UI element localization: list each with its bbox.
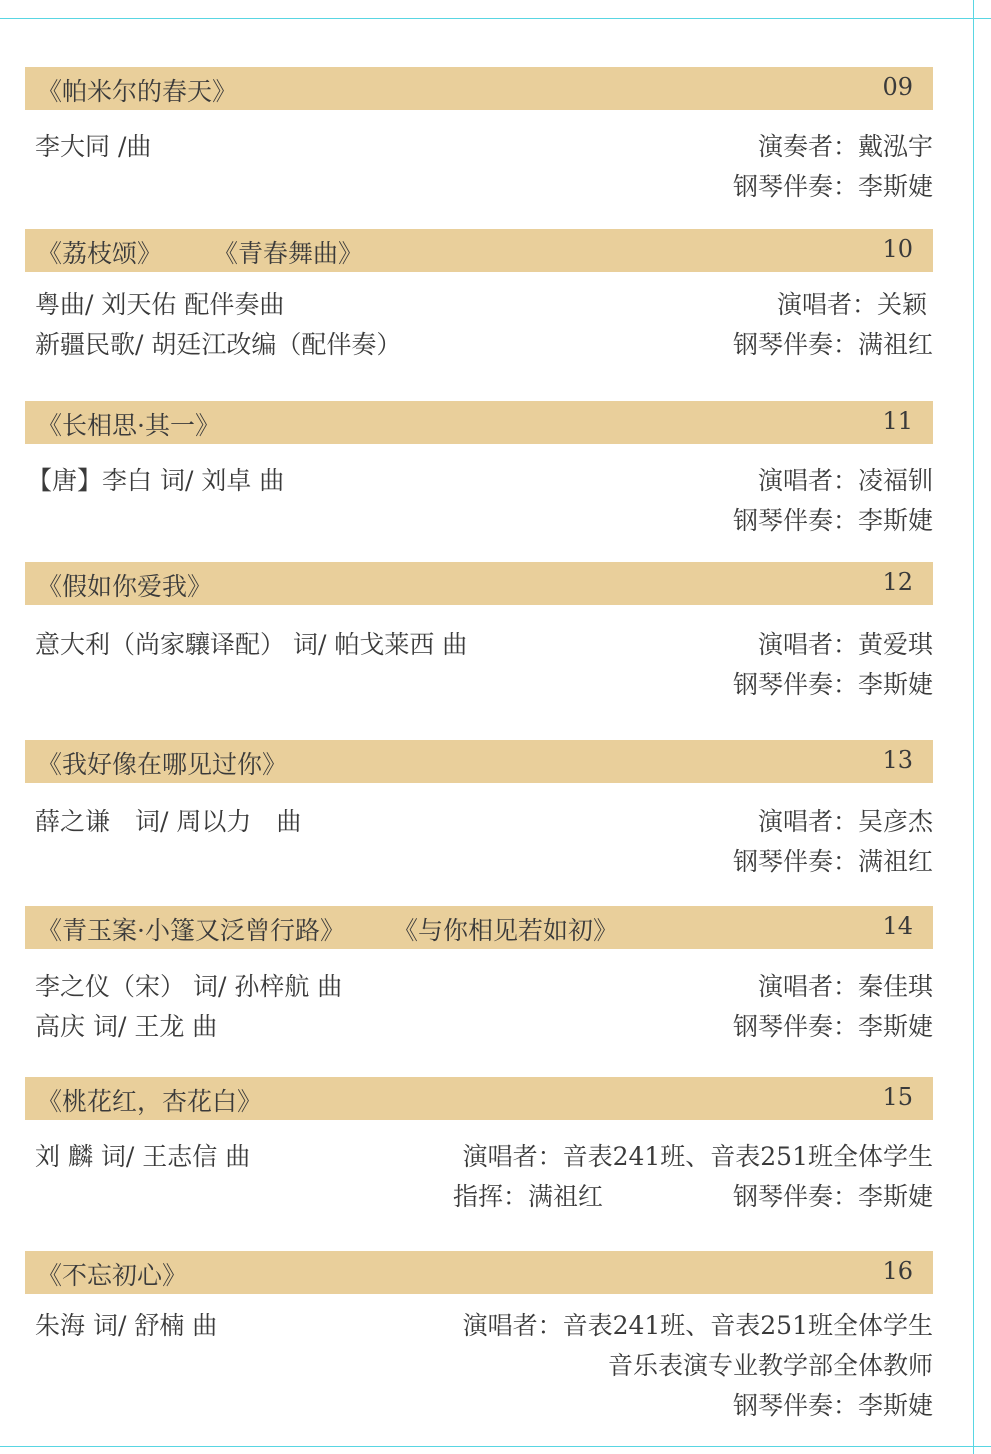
- performer-line: 演唱者：秦佳琪: [757, 972, 933, 1001]
- song-title: 《长相思·其一》: [37, 411, 220, 440]
- piano-line: 钢琴伴奏：李斯婕: [732, 1182, 933, 1211]
- piano-line: 钢琴伴奏：满祖红: [732, 330, 933, 359]
- performer-line: 演奏者：戴泓宇: [757, 132, 933, 161]
- page-number: 10: [882, 235, 913, 263]
- composer-line: 李之仪（宋） 词/ 孙梓航 曲: [35, 972, 343, 1001]
- song-title: 《不忘初心》: [37, 1261, 188, 1290]
- performer-line-2: 音乐表演专业教学部全体教师: [607, 1351, 933, 1380]
- song-title: 《桃花红，杏花白》: [37, 1087, 263, 1116]
- guide-line-right: [973, 0, 974, 1454]
- page-number: 16: [882, 1257, 913, 1285]
- composer-line: 朱海 词/ 舒楠 曲: [35, 1311, 218, 1340]
- song-title: 《荔枝颂》: [37, 239, 163, 268]
- section-header-09: [25, 67, 933, 110]
- section-header-13: [25, 740, 933, 783]
- section-header-10: [25, 229, 933, 272]
- song-title-2: 《青春舞曲》: [213, 239, 364, 268]
- page-number: 13: [882, 746, 913, 774]
- composer-line-2: 新疆民歌/ 胡廷江改编（配伴奏）: [35, 330, 402, 359]
- piano-line: 钢琴伴奏：李斯婕: [732, 1391, 933, 1420]
- piano-line: 钢琴伴奏：李斯婕: [732, 172, 933, 201]
- song-title: 《帕米尔的春天》: [37, 77, 238, 106]
- page-number: 15: [882, 1083, 913, 1111]
- performer-line: 演唱者：音表241班、音表251班全体学生: [462, 1311, 933, 1340]
- performer-line: 演唱者：关颖: [776, 290, 927, 319]
- guide-line-bottom: [0, 1446, 991, 1447]
- composer-line: 粤曲/ 刘天佑 配伴奏曲: [35, 290, 285, 319]
- performer-line: 演唱者：凌福钏: [757, 466, 933, 495]
- page-number: 14: [882, 912, 913, 940]
- composer-line-2: 高庆 词/ 王龙 曲: [35, 1012, 218, 1041]
- section-header-11: [25, 401, 933, 444]
- piano-line: 钢琴伴奏：李斯婕: [732, 670, 933, 699]
- performer-line: 演唱者：黄爱琪: [757, 630, 933, 659]
- composer-line: 李大同 /曲: [35, 132, 152, 161]
- composer-line: 薛之谦 词/ 周以力 曲: [35, 807, 302, 836]
- song-title: 《我好像在哪见过你》: [37, 750, 288, 779]
- piano-line: 钢琴伴奏：李斯婕: [732, 506, 933, 535]
- piano-line: 钢琴伴奏：李斯婕: [732, 1012, 933, 1041]
- section-header-15: [25, 1077, 933, 1120]
- composer-line: 刘 麟 词/ 王志信 曲: [35, 1142, 251, 1171]
- conductor-line: 指挥：满祖红: [453, 1182, 604, 1211]
- performer-line: 演唱者：音表241班、音表251班全体学生: [462, 1142, 933, 1171]
- section-header-16: [25, 1251, 933, 1294]
- page-number: 11: [882, 407, 913, 435]
- song-title: 《青玉案·小篷又泛曾行路》: [37, 916, 345, 945]
- performer-line: 演唱者：吴彦杰: [757, 807, 933, 836]
- song-title-2: 《与你相见若如初》: [393, 916, 619, 945]
- composer-line: 意大利（尚家驤译配） 词/ 帕戈莱西 曲: [35, 630, 468, 659]
- song-title: 《假如你爱我》: [37, 572, 213, 601]
- page-number: 09: [882, 73, 913, 101]
- guide-line-top: [0, 18, 991, 19]
- piano-line: 钢琴伴奏：满祖红: [732, 847, 933, 876]
- section-header-12: [25, 562, 933, 605]
- section-header-14: [25, 906, 933, 949]
- page-number: 12: [882, 568, 913, 596]
- composer-line: 【唐】李白 词/ 刘卓 曲: [27, 466, 285, 495]
